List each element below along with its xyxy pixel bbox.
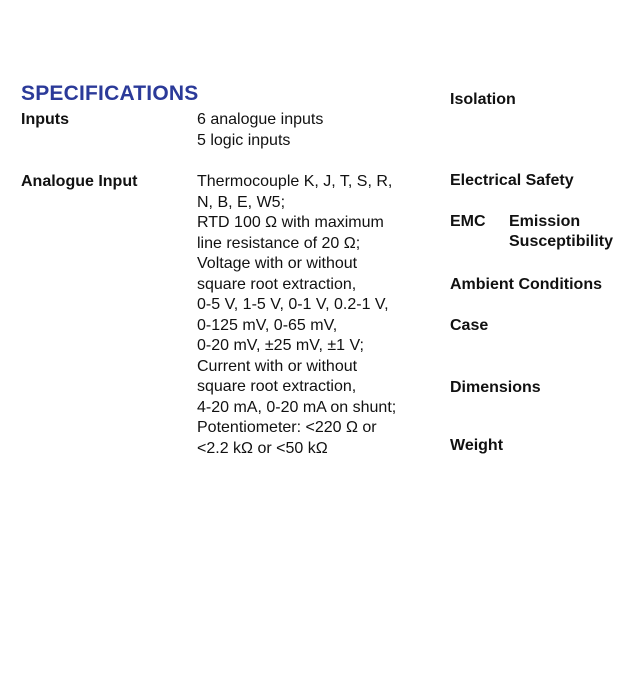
analogue-input-line: 0-125 mV, 0-65 mV,: [197, 316, 338, 334]
case-label: Case: [450, 317, 489, 334]
inputs-line: 5 logic inputs: [197, 131, 291, 149]
analogue-input-line: 0-20 mV, ±25 mV, ±1 V;: [197, 337, 364, 354]
analogue-input-line: Thermocouple K, J, T, S, R,: [197, 173, 393, 190]
page-title: SPECIFICATIONS: [21, 82, 199, 105]
analogue-input-line: Current with or without: [197, 357, 358, 375]
weight-label: Weight: [450, 437, 504, 454]
analogue-input-line: N, B, E, W5;: [197, 193, 286, 211]
emc-label: EMC: [450, 213, 486, 230]
analogue-input-line: RTD 100 Ω with maximum: [197, 214, 384, 231]
analogue-input-line: square root extraction,: [197, 275, 357, 293]
analogue-input-values: [197, 172, 396, 459]
analogue-input-line: <2.2 kΩ or <50 kΩ: [197, 439, 328, 457]
inputs-line: 6 analogue inputs: [197, 111, 324, 128]
inputs-label: Inputs: [21, 111, 69, 128]
analogue-input-line: Potentiometer: <220 Ω or: [197, 419, 377, 436]
analogue-input-line: 0-5 V, 1-5 V, 0-1 V, 0.2-1 V,: [197, 296, 389, 313]
dimensions-label: Dimensions: [450, 379, 541, 396]
susceptibility-label: Susceptibility: [509, 233, 614, 250]
analogue-input-line: square root extraction,: [197, 378, 357, 395]
analogue-input-line: 4-20 mA, 0-20 mA on shunt;: [197, 398, 397, 416]
inputs-values: [197, 110, 323, 151]
isolation-label: Isolation: [450, 91, 516, 108]
analogue-input-line: Voltage with or without: [197, 255, 358, 272]
electrical-safety-label: Electrical Safety: [450, 172, 574, 189]
analogue-input-line: line resistance of 20 Ω;: [197, 234, 361, 252]
ambient-conditions-label: Ambient Conditions: [450, 276, 602, 293]
analogue-input-label: Analogue Input: [21, 173, 138, 190]
emission-label: Emission: [509, 213, 581, 230]
